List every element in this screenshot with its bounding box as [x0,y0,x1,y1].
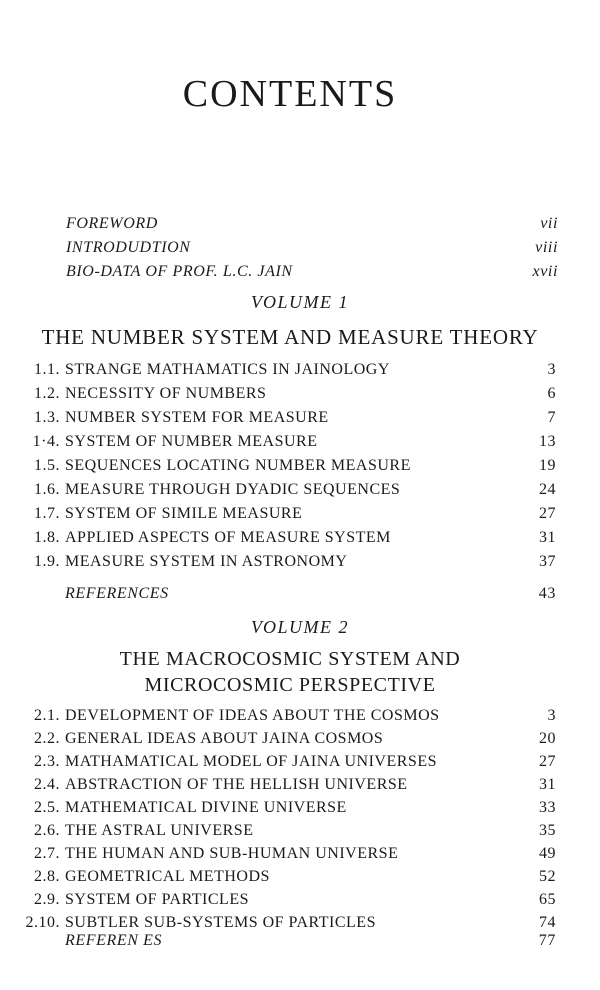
toc-page: xvii [532,263,558,280]
toc-row [0,868,600,892]
section-page: 3 [547,707,556,724]
section-title: SYSTEM OF PARTICLES [65,891,249,908]
volume-title: THE NUMBER SYSTEM AND MEASURE THEORY [41,325,539,349]
toc-row [0,385,600,409]
section-title: MEASURE SYSTEM IN ASTRONOMY [65,553,348,570]
section-number: 1.9. [34,553,60,570]
section-page: 65 [539,891,556,908]
section-page: 31 [539,776,556,793]
section-number: 2.1. [34,707,60,724]
toc-row [0,730,600,754]
toc-row [0,361,600,385]
toc-label: FOREWORD [66,215,158,232]
toc-row [0,505,600,529]
section-title: THE HUMAN AND SUB-HUMAN UNIVERSE [65,845,399,862]
section-page: 7 [547,409,556,426]
section-title: MEASURE THROUGH DYADIC SEQUENCES [65,481,401,498]
section-title: GENERAL IDEAS ABOUT JAINA COSMOS [65,730,384,747]
section-number: 1.6. [34,481,60,498]
section-number: 1.7. [34,505,60,522]
toc-row [0,845,600,869]
section-page: 74 [539,914,556,931]
section-title: THE ASTRAL UNIVERSE [65,822,254,839]
section-number: 2.2. [34,730,60,747]
section-title: DEVELOPMENT OF IDEAS ABOUT THE COSMOS [65,707,440,724]
section-number: 2.8. [34,868,60,885]
section-number: 2.6. [34,822,60,839]
section-title: SUBTLER SUB-SYSTEMS OF PARTICLES [65,914,376,931]
section-number: 2.4. [34,776,60,793]
toc-row [0,481,600,505]
toc-row [66,239,562,263]
section-page: 52 [539,868,556,885]
section-number: 2.7. [34,845,60,862]
section-title: ABSTRACTION OF THE HELLISH UNIVERSE [65,776,408,793]
section-title: MATHAMATICAL MODEL OF JAINA UNIVERSES [65,753,437,770]
section-number: 2.10. [25,914,60,931]
section-page: 24 [539,481,556,498]
section-number: 1.5. [34,457,60,474]
toc-row [66,263,562,287]
section-page: 33 [539,799,556,816]
references-label: REFEREN ES [65,932,163,949]
section-title: NECESSITY OF NUMBERS [65,385,267,402]
page-title: CONTENTS [182,73,398,115]
section-title: APPLIED ASPECTS OF MEASURE SYSTEM [65,529,391,546]
section-page: 19 [539,457,556,474]
toc-row [0,822,600,846]
section-number: 1.1. [34,361,60,378]
toc-label: INTRODUDTION [66,239,191,256]
section-page: 49 [539,845,556,862]
section-page: 27 [539,505,556,522]
toc-page: vii [540,215,558,232]
section-title: SEQUENCES LOCATING NUMBER MEASURE [65,457,411,474]
toc-row [0,753,600,777]
section-title: STRANGE MATHAMATICS IN JAINOLOGY [65,361,390,378]
section-page: 27 [539,753,556,770]
section-page: 6 [547,385,556,402]
section-page: 35 [539,822,556,839]
volume-label: VOLUME 1 [251,292,349,312]
toc-row [0,776,600,800]
toc-row [66,215,562,239]
section-title: NUMBER SYSTEM FOR MEASURE [65,409,329,426]
toc-row [0,529,600,553]
section-number: 2.5. [34,799,60,816]
section-number: 1.8. [34,529,60,546]
toc-row [0,707,600,731]
toc-row [0,409,600,433]
section-page: 37 [539,553,556,570]
toc-row [0,457,600,481]
section-page: 20 [539,730,556,747]
references-page: 43 [538,585,556,602]
section-page: 3 [547,361,556,378]
section-title: SYSTEM OF NUMBER MEASURE [65,433,318,450]
section-title: GEOMETRICAL METHODS [65,868,270,885]
toc-row [0,799,600,823]
section-title: SYSTEM OF SIMILE MEASURE [65,505,303,522]
toc-row [0,891,600,915]
volume-label: VOLUME 2 [251,617,349,637]
volume-title: MICROCOSMIC PERSPECTIVE [144,674,436,696]
section-number: 1.3. [34,409,60,426]
references-page: 77 [538,932,556,949]
toc-page: viii [535,239,558,256]
section-title: MATHEMATICAL DIVINE UNIVERSE [65,799,347,816]
section-page: 31 [539,529,556,546]
section-number: 2.9. [34,891,60,908]
toc-row [0,433,600,457]
section-number: 2.3. [34,753,60,770]
section-page: 13 [539,433,556,450]
references-label: REFERENCES [65,585,169,602]
volume-title: THE MACROCOSMIC SYSTEM AND [119,648,461,670]
section-number: 1.2. [34,385,60,402]
toc-row [0,553,600,577]
toc-label: BIO-DATA OF PROF. L.C. JAIN [66,263,293,280]
section-number: 1·4. [32,433,60,450]
